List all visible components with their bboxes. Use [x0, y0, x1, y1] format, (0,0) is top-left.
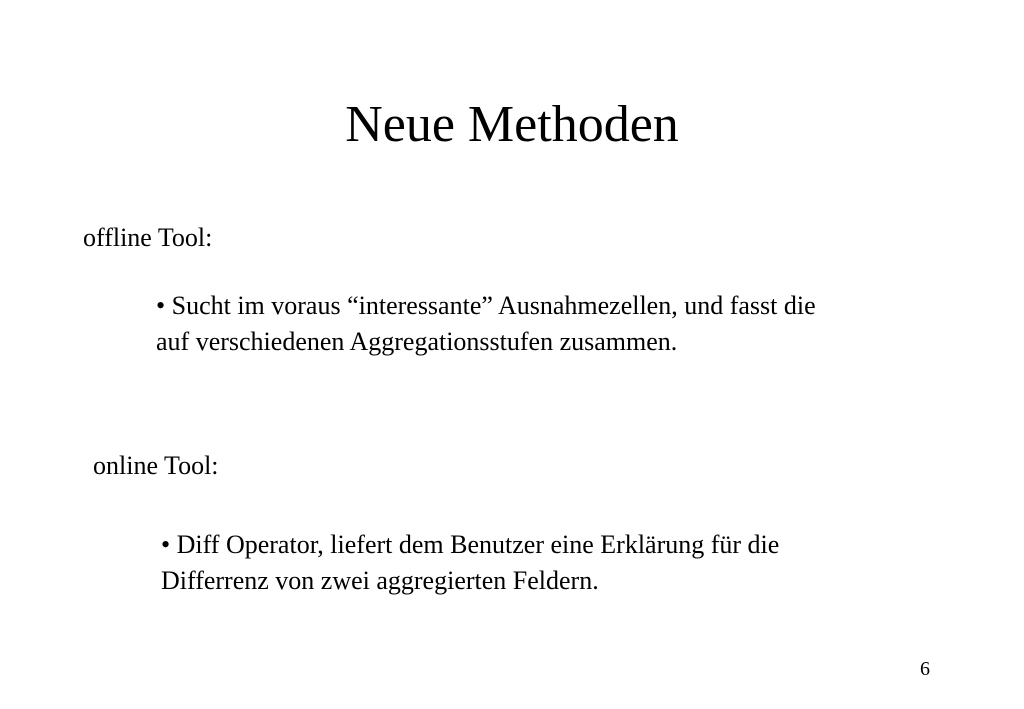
offline-tool-heading: offline Tool: [83, 223, 213, 252]
page-number: 6 [920, 658, 930, 680]
online-tool-heading: online Tool: [93, 451, 219, 480]
online-bullet-line-2: Differrenz von zwei aggregierten Feldern. [161, 566, 599, 595]
online-bullet-line-1: • Diff Operator, liefert dem Benutzer eine Erklärung für die [161, 530, 780, 559]
offline-bullet-line-1: • Sucht im voraus “interessante” Ausnahmezellen, und fasst die [156, 291, 816, 320]
offline-bullet-line-2: auf verschiedenen Aggregationsstufen zusammen. [156, 327, 678, 356]
online-tool-bullet [161, 527, 779, 599]
slide-title: Neue Methoden [345, 96, 679, 153]
offline-tool-bullet [156, 288, 816, 360]
